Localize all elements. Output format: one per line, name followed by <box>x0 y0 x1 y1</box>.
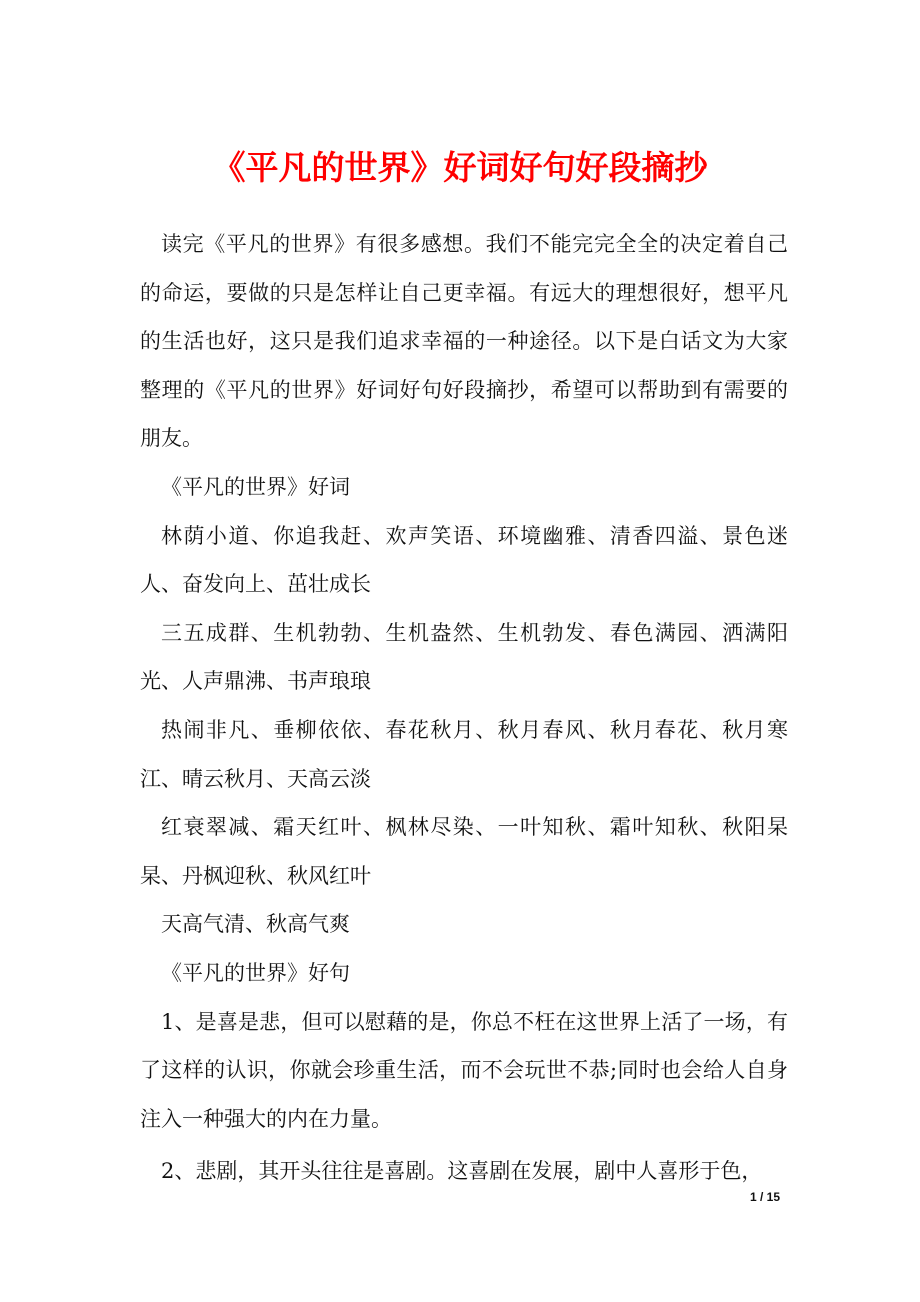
document-body <box>140 220 788 1196</box>
sentence-paragraph: 2、悲剧，其开头往往是喜剧。这喜剧在发展，剧中人喜形于色， <box>161 1159 763 1184</box>
word-list-paragraph: 热闹非凡、垂柳依依、春花秋月、秋月春风、秋月春花、秋月寒江、晴云秋月、天高云淡 <box>140 717 788 791</box>
document-title: 《平凡的世界》好词好句好段摘抄 <box>212 148 708 187</box>
sentence-paragraph: 1、是喜是悲，但可以慰藉的是，你总不枉在这世界上活了一场，有了这样的认识，你就会珍重生活，而不会玩世不恭;同时也会给人自身注入一种强大的内在力量。 <box>140 1009 788 1131</box>
word-list-paragraph: 红衰翠减、霜天红叶、枫林尽染、一叶知秋、霜叶知秋、秋阳杲杲、丹枫迎秋、秋风红叶 <box>140 815 788 888</box>
section-heading-sentences: 《平凡的世界》好句 <box>161 960 350 985</box>
word-list-paragraph: 三五成群、生机勃勃、生机盎然、生机勃发、春色满园、洒满阳光、人声鼎沸、书声琅琅 <box>140 620 788 694</box>
intro-paragraph: 读完《平凡的世界》有很多感想。我们不能完完全全的决定着自己的命运，要做的只是怎样让自己更幸福。有远大的理想很好，想平凡的生活也好，这只是我们追求幸福的一种途径。以下是白话文为大家整理的《平凡的世界》好词好句好段摘抄，希望可以帮助到有需要的朋友。 <box>140 232 788 451</box>
word-list-paragraph: 天高气清、秋高气爽 <box>161 912 350 937</box>
page-number: 1 / 15 <box>749 1190 780 1204</box>
section-heading-words: 《平凡的世界》好词 <box>161 474 350 499</box>
word-list-paragraph: 林荫小道、你追我赶、欢声笑语、环境幽雅、清香四溢、景色迷人、奋发向上、茁壮成长 <box>140 523 788 597</box>
